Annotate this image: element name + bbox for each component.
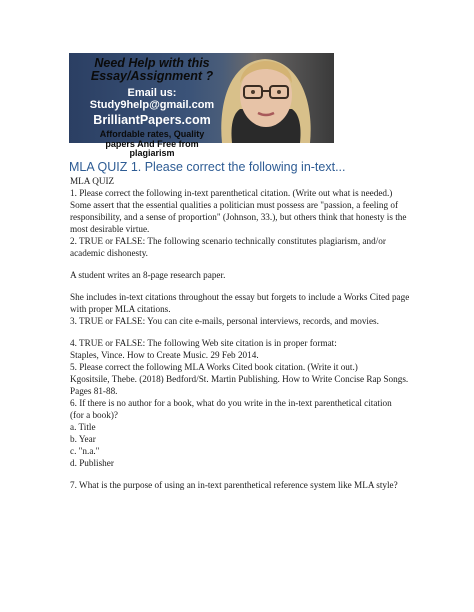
text-line: 5. Please correct the following MLA Works Cited book citation. (Write it out.): [70, 362, 358, 372]
list-item: a. Title: [70, 422, 96, 432]
text-line: Staples, Vince. How to Create Music. 29 Feb 2014.: [70, 350, 259, 360]
text-line: Kgositsile, Thebe. (2018) Bedford/St. Martin Publishing. How to Write Concise Rap Songs.: [70, 374, 409, 384]
text-line: (for a book)?: [70, 410, 118, 420]
text-line: 2. TRUE or FALSE: The following scenario technically constitutes plagiarism, and/or: [70, 236, 386, 246]
list-item: b. Year: [70, 434, 96, 444]
text-line: 4. TRUE or FALSE: The following Web site citation is in proper format:: [70, 338, 337, 348]
text-line: most desirable virtue.: [70, 224, 150, 234]
text-line: A student writes an 8-page research paper.: [70, 270, 226, 280]
banner-tagline-1: Affordable rates, Quality: [99, 129, 205, 139]
list-item: d. Publisher: [70, 458, 114, 468]
banner-headline-1: Need Help with this: [94, 56, 210, 70]
text-line: responsibility, and a sense of proportion" (Johnson, 33.), but others think that honesty is the: [70, 212, 407, 222]
text-line: MLA QUIZ: [70, 176, 115, 186]
banner-headline-2: Essay/Assignment ?: [90, 69, 214, 83]
woman-with-glasses-photo: [210, 53, 320, 143]
text-line: 1. Please correct the following in-text parenthetical citation. (Write out what is needed.): [70, 188, 393, 198]
banner-email-label: Email us:: [127, 87, 177, 99]
page-title: MLA QUIZ 1. Please correct the following in-text...: [69, 160, 346, 174]
text-line: 7. What is the purpose of using an in-text parenthetical reference system like MLA style?: [70, 480, 398, 490]
text-line: She includes in-text citations throughout the essay but forgets to include a Works Cited page: [70, 292, 410, 302]
text-line: 3. TRUE or FALSE: You can cite e-mails, personal interviews, records, and movies.: [70, 316, 379, 326]
list-item: c. "n.a.": [70, 446, 100, 456]
text-line: Pages 81-88.: [70, 386, 118, 396]
text-line: Some assert that the essential qualities a politician must possess are "passion, a feeling of: [70, 200, 399, 210]
advertisement-banner[interactable]: [69, 53, 334, 158]
banner-brand: BrilliantPapers.com: [93, 113, 211, 127]
text-line: 6. If there is no author for a book, what do you write in the in-text parenthetical citation: [70, 398, 392, 408]
text-line: academic dishonesty.: [70, 248, 148, 258]
banner-tagline-2: papers And Free from: [105, 138, 199, 149]
banner-email: Study9help@gmail.com: [89, 99, 215, 111]
banner-text: [77, 55, 227, 159]
banner-tagline-3: plagiarism: [129, 148, 175, 158]
text-line: with proper MLA citations.: [70, 304, 171, 314]
